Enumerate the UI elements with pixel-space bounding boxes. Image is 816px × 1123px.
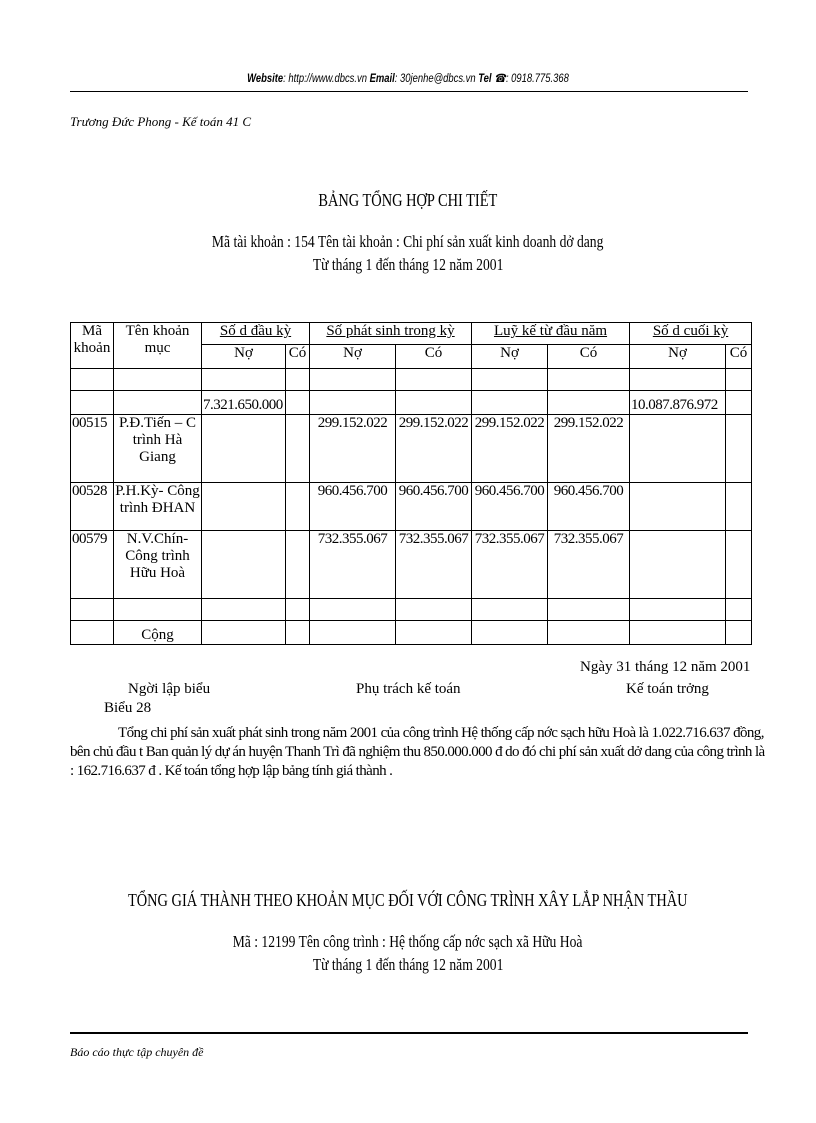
paragraph-line: bên chủ đầu t Ban quản lý dự án huyện Thanh Trì đã nghiệm thu 850.000.000 đ do đó chi phí sản xuất dở dang của công trình là — [70, 744, 765, 760]
row-arising-debit: 732.355.067 — [310, 531, 396, 599]
subheader-debit: Nợ — [630, 345, 726, 369]
row-name: N.V.Chín- Công trình Hữu Hoà — [114, 531, 202, 599]
subheader-credit: Có — [396, 345, 472, 369]
summary-paragraph — [70, 724, 765, 781]
page-footer: Báo cáo thực tập chuyên đề — [70, 1045, 204, 1059]
table-title: BẢNG TỔNG HỢP CHI TIẾT — [318, 190, 498, 210]
row-arising-debit: 960.456.700 — [310, 483, 396, 531]
table-row-empty — [71, 369, 752, 391]
row-arising-credit: 299.152.022 — [396, 415, 472, 483]
subheader-credit: Có — [726, 345, 752, 369]
chief-accountant-label: Kế toán trởng — [626, 681, 709, 697]
website-url[interactable]: : http://www.dbcs.vn — [283, 73, 367, 85]
row-code: 00579 — [71, 531, 114, 599]
table-row-balance — [71, 391, 752, 415]
header-rule — [70, 91, 748, 92]
row-cumulative-credit: 299.152.022 — [548, 415, 630, 483]
website-label: Website — [247, 73, 284, 85]
row-cumulative-debit: 732.355.067 — [472, 531, 548, 599]
table-header-row — [71, 323, 752, 345]
phone-icon: ☎ — [491, 73, 506, 85]
row-cumulative-debit: 960.456.700 — [472, 483, 548, 531]
header-code: Mã khoản — [71, 323, 114, 369]
supervisor-label: Phụ trách kế toán — [356, 681, 461, 697]
subheader-debit: Nợ — [472, 345, 548, 369]
table-row-total — [71, 621, 752, 645]
total-label: Cộng — [114, 621, 202, 645]
row-arising-credit: 732.355.067 — [396, 531, 472, 599]
subheader-debit: Nợ — [310, 345, 396, 369]
subheader-debit: Nợ — [202, 345, 286, 369]
table-row — [71, 483, 752, 531]
row-name: P.Đ.Tiến – C trình Hà Giang — [114, 415, 202, 483]
date-line: Ngày 31 tháng 12 năm 2001 — [580, 659, 751, 675]
page-header — [73, 71, 742, 85]
footer-rule — [70, 1032, 748, 1034]
project-line: Mã : 12199 Tên công trình : Hệ thống cấp nớc sạch xã Hữu Hoà — [233, 932, 583, 951]
subheader-credit: Có — [286, 345, 310, 369]
table-row — [71, 531, 752, 599]
opening-debit-value: 7.321.650.000 — [202, 391, 286, 415]
account-line: Mã tài khoản : 154 Tên tài khoản : Chi phí sản xuất kinh doanh dở dang — [212, 232, 604, 251]
row-code: 00528 — [71, 483, 114, 531]
row-cumulative-debit: 299.152.022 — [472, 415, 548, 483]
bieu-label: Biểu 28 — [104, 700, 152, 716]
paragraph-line: Tổng chi phí sản xuất phát sinh trong năm 2001 của công trình Hệ thống cấp nớc sạch hữu Hoà là 1.022.716.637 đồng, — [118, 725, 764, 741]
subheader-credit: Có — [548, 345, 630, 369]
author-line: Trương Đức Phong - Kế toán 41 C — [70, 114, 252, 129]
email-address[interactable]: : 30jenhe@dbcs.vn — [394, 73, 476, 85]
row-arising-credit: 960.456.700 — [396, 483, 472, 531]
row-cumulative-credit: 960.456.700 — [548, 483, 630, 531]
phone-number: : 0918.775.368 — [505, 73, 569, 85]
row-arising-debit: 299.152.022 — [310, 415, 396, 483]
table-row-empty — [71, 599, 752, 621]
paragraph-line: : 162.716.637 đ . Kế toán tổng hợp lập bảng tính giá thành . — [70, 763, 393, 779]
header-name: Tên khoản mục — [114, 323, 202, 369]
row-cumulative-credit: 732.355.067 — [548, 531, 630, 599]
email-label: Email — [369, 73, 395, 85]
header-opening: Số d đầu kỳ — [202, 323, 310, 345]
detail-table — [70, 322, 752, 645]
closing-debit-value: 10.087.876.972 — [630, 391, 726, 415]
tel-label: Tel — [478, 73, 492, 85]
row-code: 00515 — [71, 415, 114, 483]
header-closing: Số d cuối kỳ — [630, 323, 752, 345]
header-arising: Số phát sinh trong kỳ — [310, 323, 472, 345]
preparer-label: Ngời lập biểu — [128, 681, 211, 697]
row-name: P.H.Kỳ- Công trình ĐHAN — [114, 483, 202, 531]
period-line: Từ tháng 1 đến tháng 12 năm 2001 — [312, 255, 504, 274]
table-row — [71, 415, 752, 483]
cost-title: TỔNG GIÁ THÀNH THEO KHOẢN MỤC ĐỐI VỚI CÔNG TRÌNH XÂY LẮP NHẬN THẦU — [128, 890, 688, 910]
period-line-2: Từ tháng 1 đến tháng 12 năm 2001 — [312, 955, 504, 974]
header-cumulative: Luỹ kế từ đầu năm — [472, 323, 630, 345]
